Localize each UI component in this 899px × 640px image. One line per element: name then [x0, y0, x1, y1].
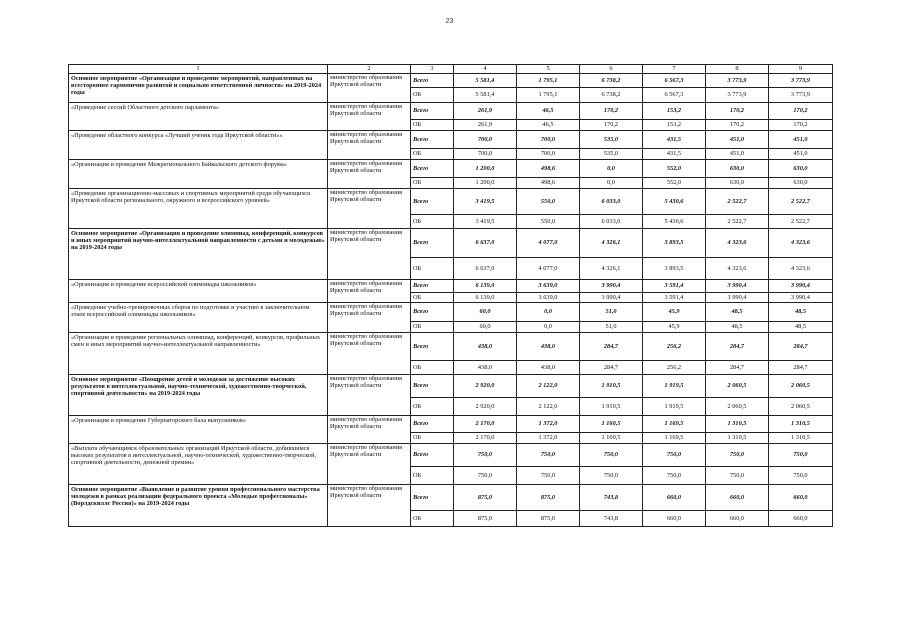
ob-value: 51,0: [580, 322, 643, 333]
total-value: 3 990,4: [580, 280, 643, 293]
total-value: 6 033,0: [580, 189, 643, 215]
ob-value: 170,2: [769, 120, 833, 131]
total-value: 6 567,3: [643, 74, 706, 88]
total-value: 660,0: [643, 485, 706, 511]
total-value: 875,0: [517, 485, 580, 511]
ob-value: 3 419,5: [454, 215, 517, 229]
executor: министерство образования Иркутской области: [328, 103, 411, 131]
total-value: 438,0: [454, 333, 517, 361]
total-value: 431,5: [643, 131, 706, 149]
budget-table: [68, 64, 833, 527]
source-ob: ОБ: [411, 178, 454, 189]
source-ob: ОБ: [411, 322, 454, 333]
ob-value: 3 893,5: [643, 258, 706, 280]
ob-value: 451,0: [769, 149, 833, 160]
ob-value: 700,0: [454, 149, 517, 160]
total-value: 2 522,7: [706, 189, 769, 215]
source-total: Всего: [411, 485, 454, 511]
column-header: 7: [643, 65, 706, 74]
activity-name: «Проведение организационно-массовых и спортивных мероприятий среди обучающихся Иркутской области регионального, окружного и всероссийского уровней»: [69, 189, 328, 229]
total-value: 750,0: [769, 444, 833, 467]
table-row: [69, 333, 833, 361]
total-value: 6 738,2: [580, 74, 643, 88]
ob-value: 2 170,0: [454, 433, 517, 444]
ob-value: 3 990,4: [769, 293, 833, 303]
total-value: 3 591,4: [643, 280, 706, 293]
ob-value: 1 160,5: [580, 433, 643, 444]
total-value: 4 323,6: [706, 229, 769, 258]
ob-value: 45,9: [643, 322, 706, 333]
ob-value: 438,0: [517, 361, 580, 375]
total-value: 750,0: [454, 444, 517, 467]
ob-value: 5 430,6: [643, 215, 706, 229]
total-value: 1 169,5: [643, 416, 706, 433]
ob-value: 0,0: [517, 322, 580, 333]
total-value: 1 372,0: [517, 416, 580, 433]
total-value: 51,0: [580, 303, 643, 322]
source-total: Всего: [411, 280, 454, 293]
table-row: [69, 74, 833, 88]
ob-value: 4 326,1: [580, 258, 643, 280]
ob-value: 6 738,2: [580, 88, 643, 103]
ob-value: 4 323,6: [769, 258, 833, 280]
total-value: 750,0: [643, 444, 706, 467]
total-value: 630,0: [706, 160, 769, 178]
ob-value: 535,0: [580, 149, 643, 160]
total-value: 4 077,0: [517, 229, 580, 258]
total-value: 284,7: [769, 333, 833, 361]
total-value: 700,0: [454, 131, 517, 149]
ob-value: 48,5: [769, 322, 833, 333]
total-value: 3 990,4: [706, 280, 769, 293]
total-value: 4 323,6: [769, 229, 833, 258]
ob-value: 2 122,0: [517, 398, 580, 416]
ob-value: 2 522,7: [769, 215, 833, 229]
executor: министерство образования Иркутской области: [328, 444, 411, 485]
total-value: 498,6: [517, 160, 580, 178]
ob-value: 3 591,4: [643, 293, 706, 303]
ob-value: 46,5: [517, 120, 580, 131]
executor: министерство образования Иркутской области: [328, 303, 411, 333]
column-header: 8: [706, 65, 769, 74]
ob-value: 3 990,4: [580, 293, 643, 303]
executor: министерство образования Иркутской области: [328, 189, 411, 229]
ob-value: 1 310,5: [706, 433, 769, 444]
total-value: 170,2: [769, 103, 833, 120]
ob-value: 1 910,5: [580, 398, 643, 416]
ob-value: 750,0: [769, 467, 833, 485]
header-row: [69, 65, 833, 74]
ob-value: 451,0: [706, 149, 769, 160]
total-value: 1 310,5: [706, 416, 769, 433]
executor: министерство образования Иркутской области: [328, 416, 411, 444]
total-value: 2 060,5: [706, 375, 769, 398]
source-ob: ОБ: [411, 433, 454, 444]
total-value: 3 773,9: [769, 74, 833, 88]
ob-value: 431,5: [643, 149, 706, 160]
ob-value: 4 323,6: [706, 258, 769, 280]
table-row: [69, 485, 833, 511]
ob-value: 630,0: [769, 178, 833, 189]
source-ob: ОБ: [411, 511, 454, 527]
ob-value: 6 567,3: [643, 88, 706, 103]
total-value: 3 893,5: [643, 229, 706, 258]
ob-value: 1 169,5: [643, 433, 706, 444]
source-total: Всего: [411, 375, 454, 398]
executor: министерство образования Иркутской области: [328, 333, 411, 375]
total-value: 1 160,5: [580, 416, 643, 433]
total-value: 1 795,1: [517, 74, 580, 88]
ob-value: 2 522,7: [706, 215, 769, 229]
main-activity-name: Основное мероприятие «Организация и проведение олимпиад, конференций, конкурсов и иных мероприятий научно-интеллектуальной направленности с детьми и молодежью» на 2019-2024 годы: [69, 229, 328, 280]
ob-value: 261,9: [454, 120, 517, 131]
total-value: 170,2: [706, 103, 769, 120]
ob-value: 1 795,1: [517, 88, 580, 103]
ob-value: 170,2: [580, 120, 643, 131]
ob-value: 48,5: [706, 322, 769, 333]
ob-value: 750,0: [643, 467, 706, 485]
ob-value: 3 639,0: [517, 293, 580, 303]
total-value: 2 920,0: [454, 375, 517, 398]
total-value: 3 639,0: [517, 280, 580, 293]
source-ob: ОБ: [411, 293, 454, 303]
total-value: 2 522,7: [769, 189, 833, 215]
column-header: 4: [454, 65, 517, 74]
total-value: 1 910,5: [580, 375, 643, 398]
table-row: [69, 303, 833, 322]
ob-value: 630,0: [706, 178, 769, 189]
activity-name: «Организация и проведение Межрегионального Байкальского детского форума»: [69, 160, 328, 189]
ob-value: 5 581,4: [454, 88, 517, 103]
source-ob: ОБ: [411, 467, 454, 485]
ob-value: 438,0: [454, 361, 517, 375]
total-value: 170,2: [580, 103, 643, 120]
source-total: Всего: [411, 103, 454, 120]
total-value: 550,0: [517, 189, 580, 215]
total-value: 46,5: [517, 103, 580, 120]
activity-name: «Выплата обучающимся образовательных организаций Иркутской области, добившимся высоких результатов в интеллектуальной, научно-технической, художественно-творческой, спортивной деятельности, денежной премии»: [69, 444, 328, 485]
ob-value: 3 773,9: [706, 88, 769, 103]
source-ob: ОБ: [411, 398, 454, 416]
total-value: 4 326,1: [580, 229, 643, 258]
source-total: Всего: [411, 444, 454, 467]
ob-value: 1 372,0: [517, 433, 580, 444]
table-row: [69, 375, 833, 398]
executor: министерство образования Иркутской области: [328, 375, 411, 416]
ob-value: 6 033,0: [580, 215, 643, 229]
total-value: 60,0: [454, 303, 517, 322]
column-header: 2: [328, 65, 411, 74]
total-value: 6 139,0: [454, 280, 517, 293]
ob-value: 6 139,0: [454, 293, 517, 303]
ob-value: 2 060,5: [706, 398, 769, 416]
ob-value: 660,0: [643, 511, 706, 527]
total-value: 1 200,0: [454, 160, 517, 178]
source-ob: ОБ: [411, 361, 454, 375]
table-row: [69, 280, 833, 293]
table-row: [69, 160, 833, 178]
ob-value: 750,0: [517, 467, 580, 485]
ob-value: 2 920,0: [454, 398, 517, 416]
total-value: 552,0: [643, 160, 706, 178]
ob-value: 284,7: [580, 361, 643, 375]
total-value: 750,0: [580, 444, 643, 467]
activity-name: «Проведение учебно-тренировочных сборов по подготовке и участию в заключительном этапе всероссийской олимпиады школьников»: [69, 303, 328, 333]
table-row: [69, 416, 833, 433]
total-value: 3 419,5: [454, 189, 517, 215]
ob-value: 875,0: [454, 511, 517, 527]
ob-value: 875,0: [517, 511, 580, 527]
source-total: Всего: [411, 189, 454, 215]
total-value: 535,0: [580, 131, 643, 149]
total-value: 48,5: [769, 303, 833, 322]
total-value: 451,0: [706, 131, 769, 149]
total-value: 438,0: [517, 333, 580, 361]
source-ob: ОБ: [411, 215, 454, 229]
column-header: 6: [580, 65, 643, 74]
total-value: 5 581,4: [454, 74, 517, 88]
ob-value: 170,2: [706, 120, 769, 131]
ob-value: 700,0: [517, 149, 580, 160]
total-value: 0,0: [580, 160, 643, 178]
total-value: 284,7: [580, 333, 643, 361]
source-total: Всего: [411, 416, 454, 433]
ob-value: 1 200,0: [454, 178, 517, 189]
total-value: 2 122,0: [517, 375, 580, 398]
total-value: 2 060,5: [769, 375, 833, 398]
total-value: 0,0: [517, 303, 580, 322]
table-row: [69, 103, 833, 120]
total-value: 48,5: [706, 303, 769, 322]
total-value: 261,9: [454, 103, 517, 120]
page-number: 23: [445, 18, 454, 25]
ob-value: 1 919,5: [643, 398, 706, 416]
ob-value: 0,0: [580, 178, 643, 189]
executor: министерство образования Иркутской области: [328, 160, 411, 189]
total-value: 153,2: [643, 103, 706, 120]
activity-name: «Проведение сессий Областного детского парламента»: [69, 103, 328, 131]
ob-value: 256,2: [643, 361, 706, 375]
main-activity-name: Основное мероприятие «Поощрение детей и молодежи за достижение высоких результатов в интеллектуальной, научно-технической, художественно-творческой, спортивной деятельности» на 2019-2024 годы: [69, 375, 328, 416]
total-value: 630,0: [769, 160, 833, 178]
column-header: 5: [517, 65, 580, 74]
main-activity-name: Основное мероприятие «Выявление и развитие уровня профессионального мастерства молодежи в рамках реализации федерального проекта «Молодые профессионалы» (Ворлдскиллс Россия)» на 2019-2024 годы: [69, 485, 328, 527]
total-value: 660,0: [706, 485, 769, 511]
executor: министерство образования Иркутской области: [328, 280, 411, 303]
total-value: 451,0: [769, 131, 833, 149]
total-value: 660,0: [769, 485, 833, 511]
ob-value: 750,0: [706, 467, 769, 485]
activity-name: «Проведение областного конкурса «Лучший ученик года Иркутской области»»: [69, 131, 328, 160]
total-value: 2 170,0: [454, 416, 517, 433]
activity-name: «Организация и проведение всероссийской олимпиады школьников»: [69, 280, 328, 303]
total-value: 743,8: [580, 485, 643, 511]
ob-value: 750,0: [580, 467, 643, 485]
ob-value: 3 773,9: [769, 88, 833, 103]
source-total: Всего: [411, 131, 454, 149]
total-value: 284,7: [706, 333, 769, 361]
ob-value: 660,0: [706, 511, 769, 527]
source-total: Всего: [411, 333, 454, 361]
source-ob: ОБ: [411, 149, 454, 160]
ob-value: 498,6: [517, 178, 580, 189]
table-row: [69, 229, 833, 258]
executor: министерство образования Иркутской области: [328, 131, 411, 160]
source-ob: ОБ: [411, 88, 454, 103]
table-row: [69, 189, 833, 215]
source-total: Всего: [411, 229, 454, 258]
table-row: [69, 131, 833, 149]
ob-value: 743,8: [580, 511, 643, 527]
ob-value: 750,0: [454, 467, 517, 485]
total-value: 750,0: [706, 444, 769, 467]
column-header: 9: [769, 65, 833, 74]
total-value: 6 637,0: [454, 229, 517, 258]
ob-value: 2 060,5: [769, 398, 833, 416]
source-total: Всего: [411, 74, 454, 88]
source-ob: ОБ: [411, 258, 454, 280]
ob-value: 552,0: [643, 178, 706, 189]
source-total: Всего: [411, 303, 454, 322]
ob-value: 3 990,4: [706, 293, 769, 303]
total-value: 5 430,6: [643, 189, 706, 215]
total-value: 1 919,5: [643, 375, 706, 398]
activity-name: «Организация и проведение Губернаторского бала выпускников»: [69, 416, 328, 444]
activity-name: «Организация и проведение региональных олимпиад, конференций, конкурсов, профильных смен и иных мероприятий научно-интеллектуальной направленности»: [69, 333, 328, 375]
ob-value: 60,0: [454, 322, 517, 333]
ob-value: 284,7: [769, 361, 833, 375]
total-value: 750,0: [517, 444, 580, 467]
ob-value: 1 310,5: [769, 433, 833, 444]
source-ob: ОБ: [411, 120, 454, 131]
ob-value: 660,0: [769, 511, 833, 527]
ob-value: 153,2: [643, 120, 706, 131]
ob-value: 6 637,0: [454, 258, 517, 280]
total-value: 3 773,9: [706, 74, 769, 88]
main-activity-name: Основное мероприятие «Организация и проведение мероприятий, направленных на всестороннее гармонично развитой и социально ответственной личности» на 2019-2024 годы: [69, 74, 328, 103]
total-value: 45,9: [643, 303, 706, 322]
ob-value: 550,0: [517, 215, 580, 229]
column-header: 1: [69, 65, 328, 74]
ob-value: 4 077,0: [517, 258, 580, 280]
ob-value: 284,7: [706, 361, 769, 375]
total-value: 700,0: [517, 131, 580, 149]
executor: министерство образования Иркутской области: [328, 229, 411, 280]
table-row: [69, 444, 833, 467]
total-value: 256,2: [643, 333, 706, 361]
column-header: 3: [411, 65, 454, 74]
source-total: Всего: [411, 160, 454, 178]
executor: министерство образования Иркутской области: [328, 485, 411, 527]
total-value: 1 310,5: [769, 416, 833, 433]
executor: министерство образования Иркутской области: [328, 74, 411, 103]
total-value: 875,0: [454, 485, 517, 511]
total-value: 3 990,4: [769, 280, 833, 293]
